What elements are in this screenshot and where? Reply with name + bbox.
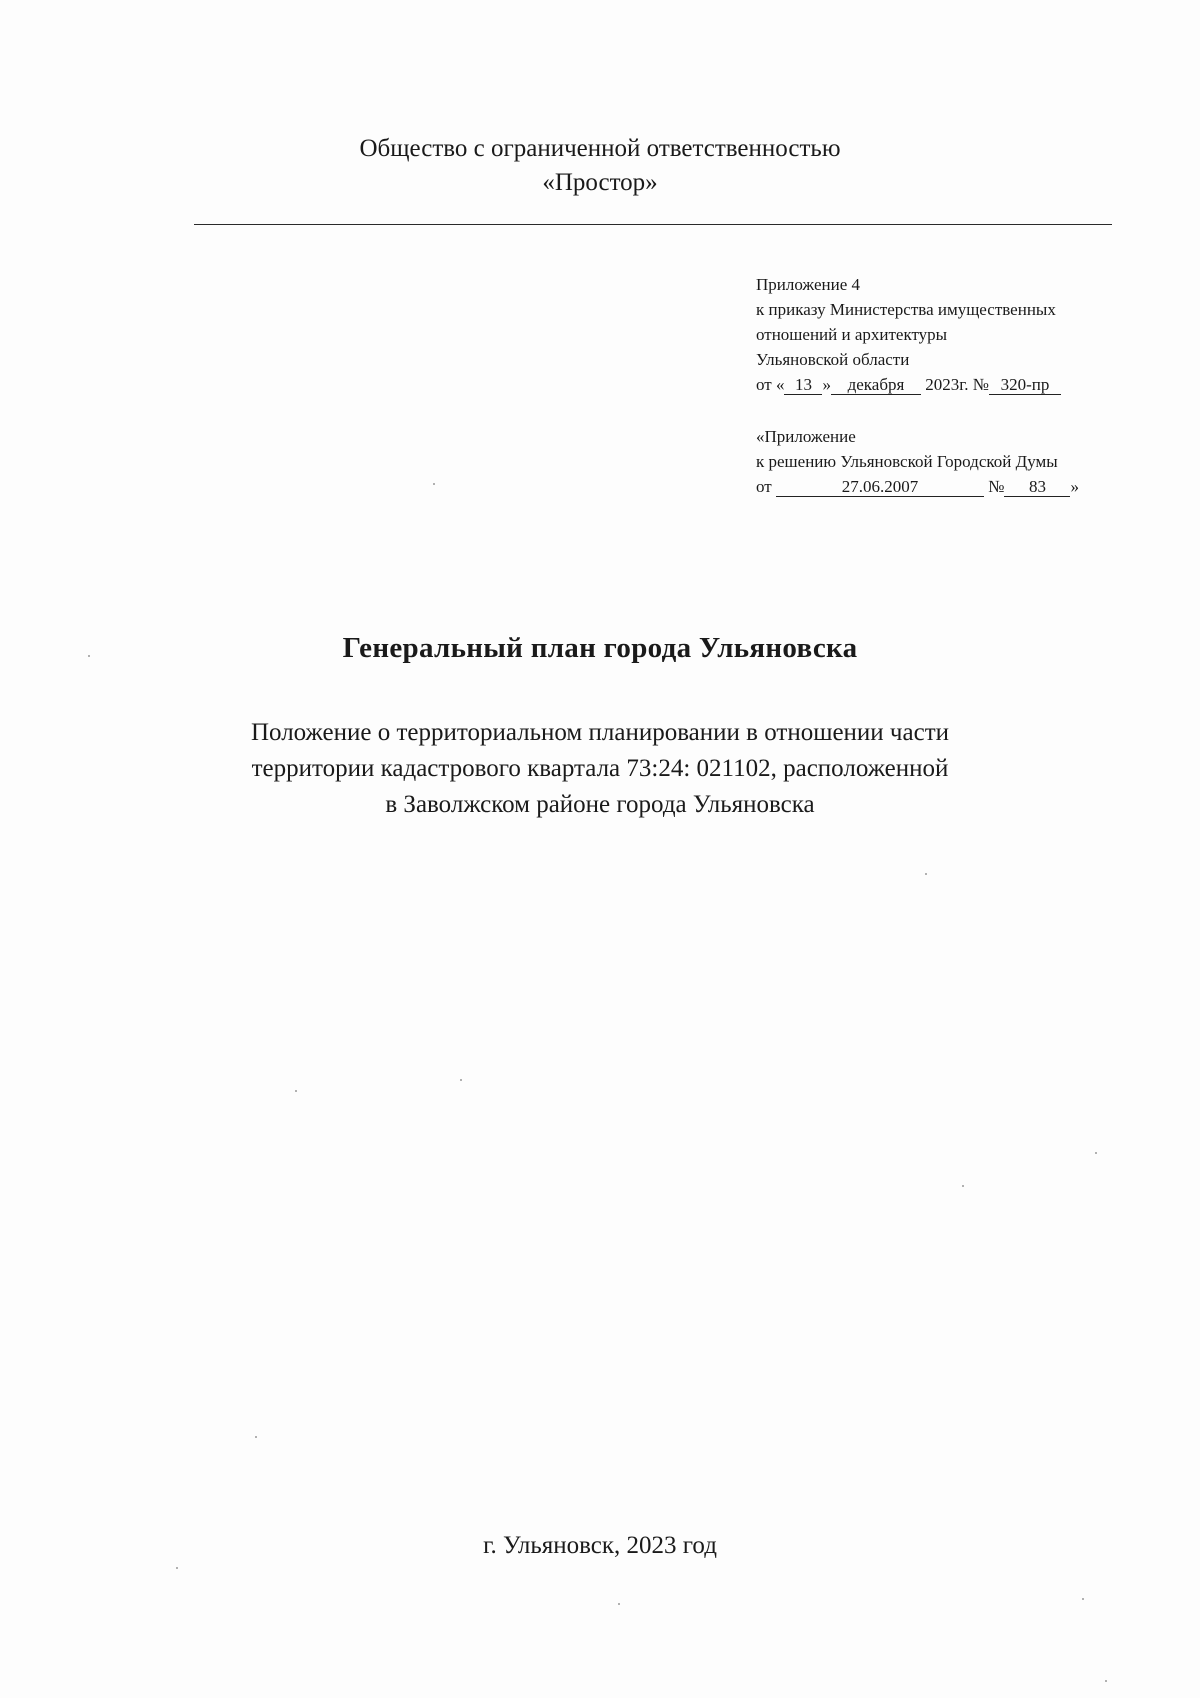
scan-speck xyxy=(962,1185,964,1187)
scan-speck xyxy=(1095,1152,1097,1154)
scan-speck xyxy=(460,1079,462,1081)
decision-close: » xyxy=(1070,477,1079,496)
decision-number-sign: № xyxy=(988,477,1005,496)
decision-number: 83 xyxy=(1004,478,1070,497)
appendix-decision-block xyxy=(756,424,1079,499)
scan-speck xyxy=(433,483,435,485)
scan-speck xyxy=(255,1436,257,1438)
appendix-order-line: отношений и архитектуры xyxy=(756,325,948,344)
order-number: 320-пр xyxy=(989,376,1061,395)
scan-speck xyxy=(176,1567,178,1569)
scan-speck xyxy=(1105,1680,1107,1682)
decision-date: 27.06.2007 xyxy=(776,478,984,497)
order-number-sign: № xyxy=(972,375,990,394)
scan-speck xyxy=(925,873,927,875)
scan-speck xyxy=(295,1090,297,1092)
appendix-order-line: к приказу Министерства имущественных xyxy=(756,300,1056,319)
date-prefix: от xyxy=(756,477,772,496)
appendix-decision-date-line xyxy=(756,474,1079,499)
organization-name: Общество с ограниченной ответственностью xyxy=(359,135,841,162)
document-subtitle xyxy=(0,715,1200,823)
appendix-order-line: Ульяновской области xyxy=(756,350,910,369)
scan-speck xyxy=(88,655,90,657)
header-divider xyxy=(194,224,1112,225)
appendix-decision-line: к решению Ульяновской Городской Думы xyxy=(756,452,1058,471)
organization-brand: «Простор» xyxy=(542,169,658,196)
subtitle-line: Положение о территориальном планировании в отношении части xyxy=(250,719,949,746)
order-year: 2023г. xyxy=(925,375,969,394)
subtitle-line: в Заволжском районе города Ульяновска xyxy=(385,791,815,818)
scan-speck xyxy=(1082,1598,1084,1600)
appendix-order-block xyxy=(756,272,1061,397)
day-close: » xyxy=(822,375,831,394)
order-month: декабря xyxy=(831,376,921,395)
appendix-order-date-line xyxy=(756,372,1061,397)
scan-speck xyxy=(618,1603,620,1605)
subtitle-line: территории кадастрового квартала 73:24: 021102, расположенной xyxy=(251,755,949,782)
order-day: 13 xyxy=(784,376,822,395)
place-year: г. Ульяновск, 2023 год xyxy=(483,1532,717,1559)
document-title: Генеральный план города Ульяновска xyxy=(342,632,858,664)
organization-header xyxy=(0,132,1200,200)
appendix-decision-title: «Приложение xyxy=(756,427,856,446)
date-prefix: от « xyxy=(756,375,785,394)
appendix-order-title: Приложение 4 xyxy=(756,275,860,294)
